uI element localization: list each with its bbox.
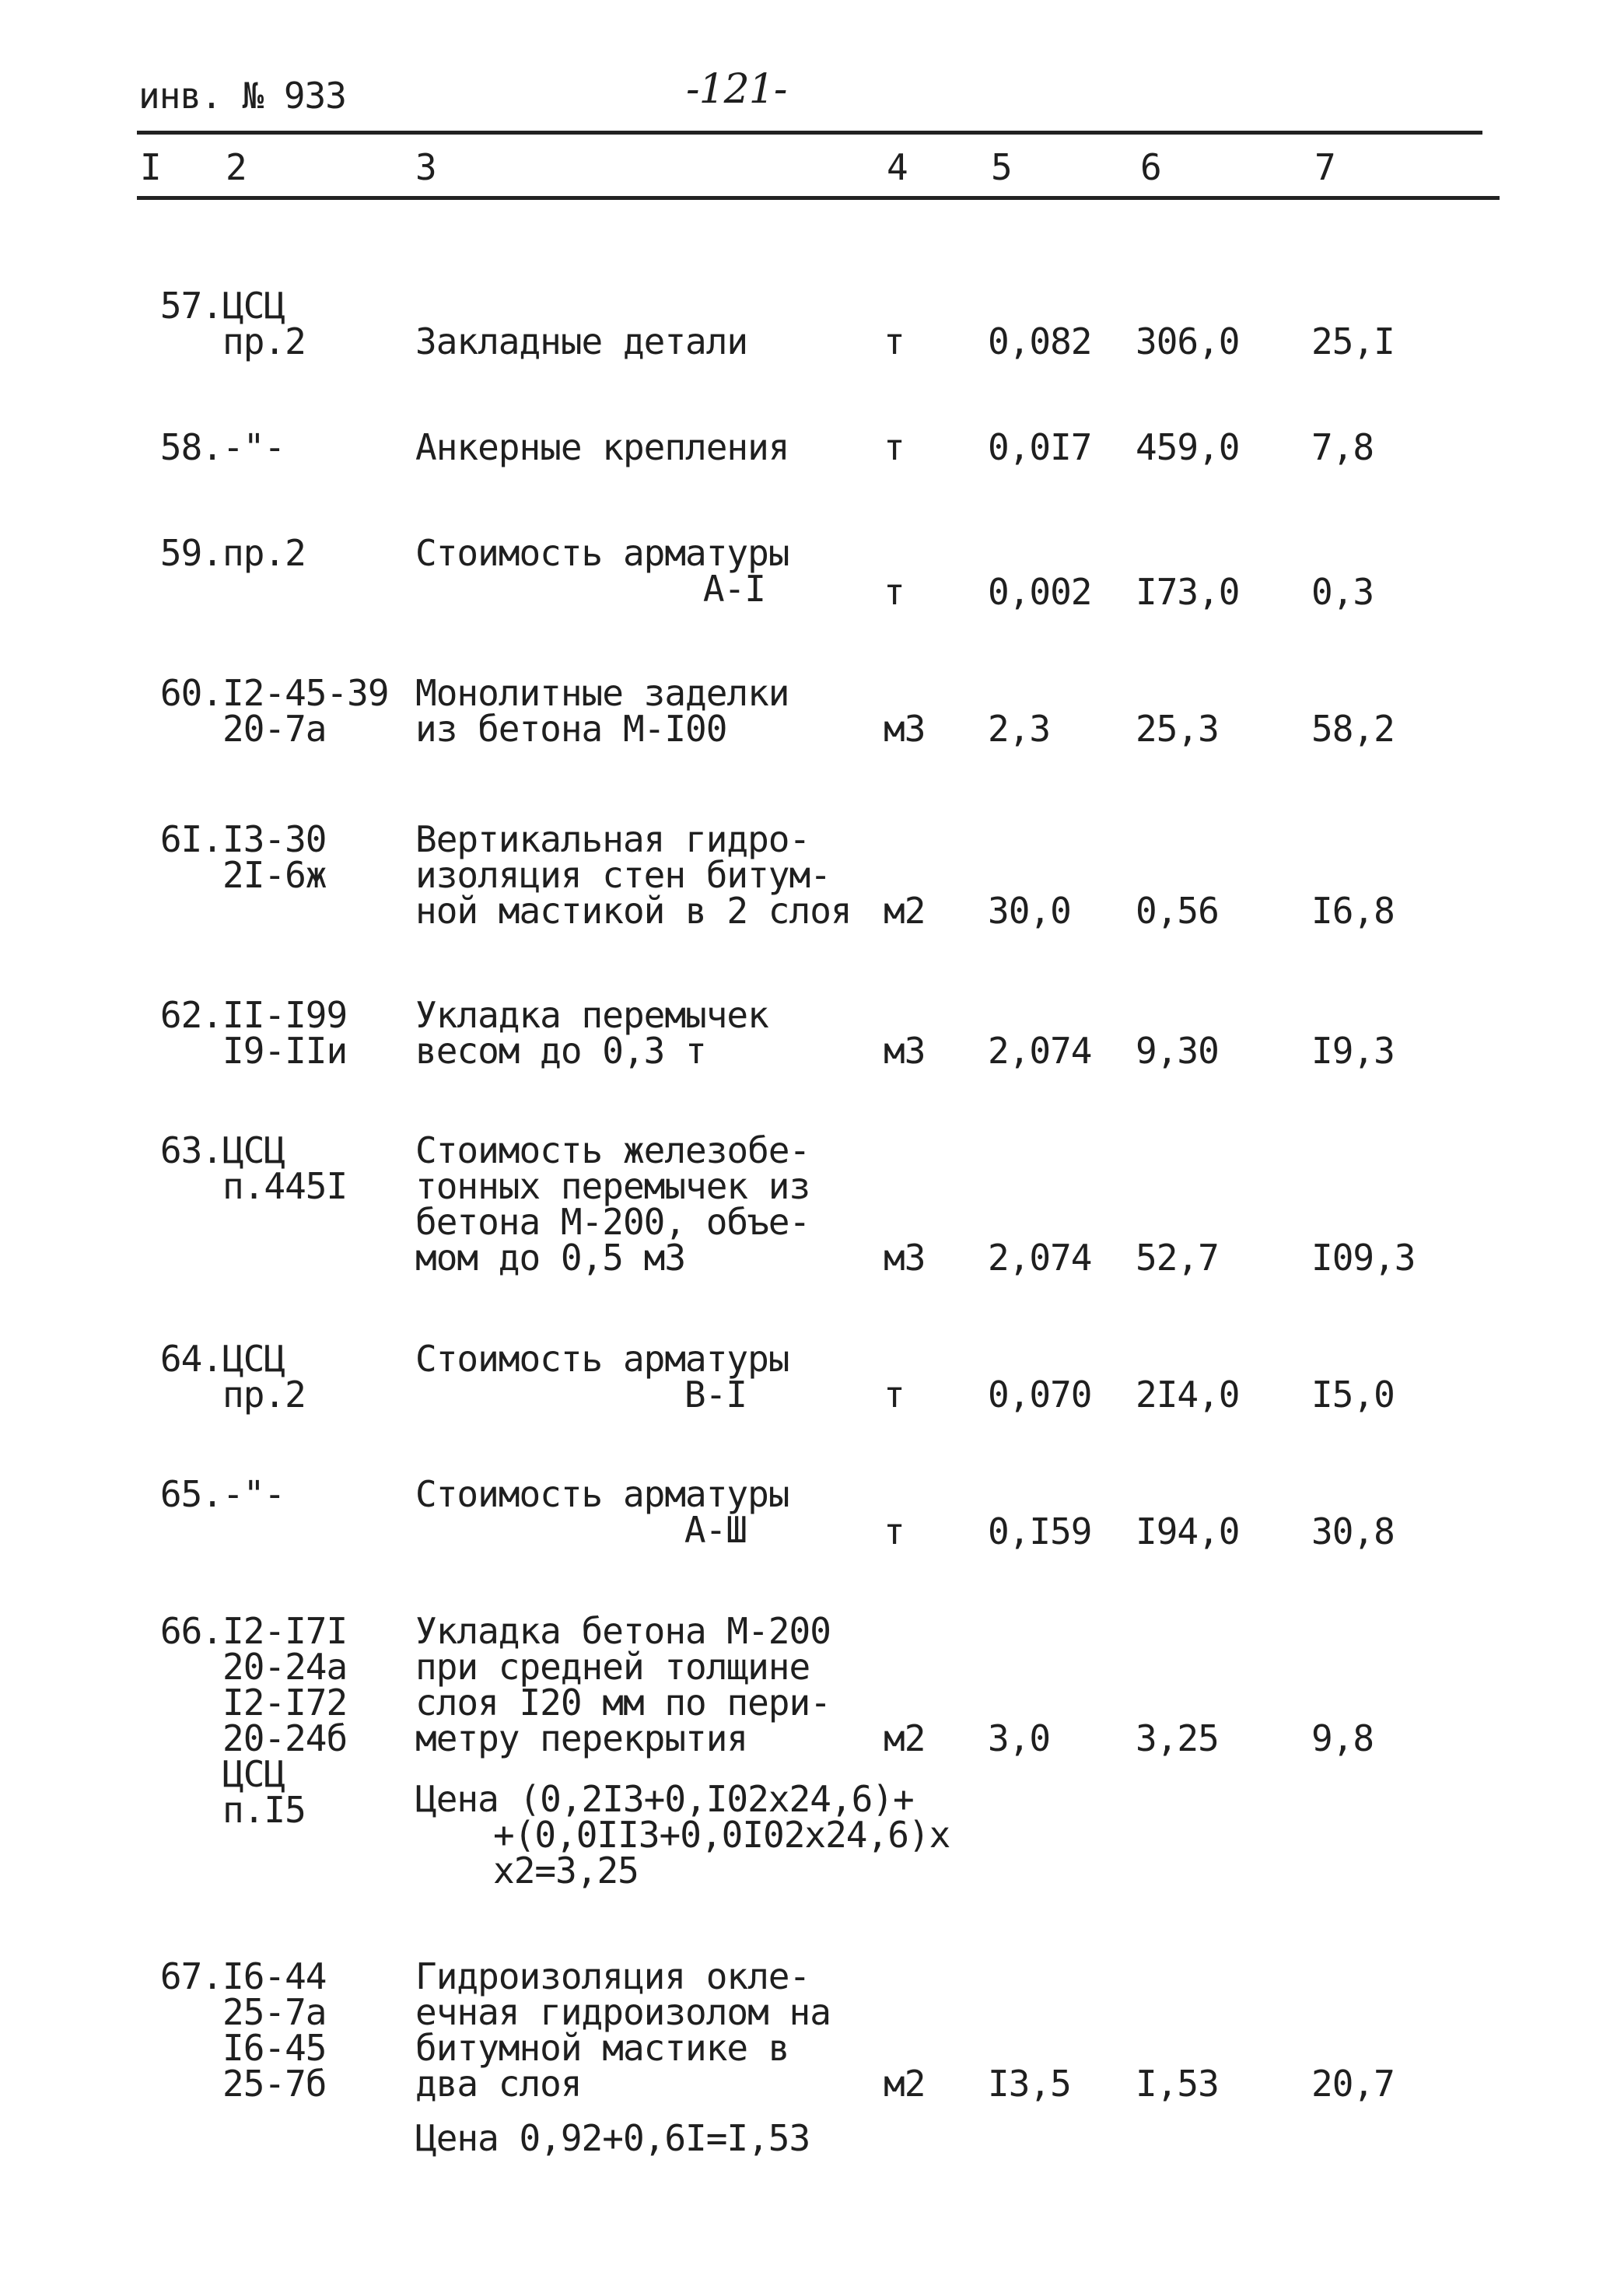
row-unit: м3 [884,708,926,750]
row-code: -"- [222,426,285,468]
row-description: Укладка бетона М-200 при средней толщине слоя I20 мм по пери- метру перекрытия [415,1610,831,1759]
row-price-note: Цена (0,2I3+0,I02х24,6)+ +(0,0II3+0,0I02х24,6)х х2=3,25 [415,1778,950,1892]
column-number-5: 5 [991,146,1012,188]
row-unit: т [884,571,905,613]
row-price: 25,3 [1136,708,1219,750]
row-code: I2-45-39 20-7а [222,672,389,750]
row-code: ЦСЦ пр.2 [222,285,306,362]
row-number: 67. [159,1955,222,1997]
row-number: 60. [159,672,222,714]
row-description: Стоимость арматуры А-Ш [415,1473,789,1551]
column-number-7: 7 [1314,146,1335,188]
row-price: 459,0 [1136,426,1240,468]
row-price: 52,7 [1136,1237,1219,1279]
row-number: 62. [159,994,222,1036]
row-total: I5,0 [1311,1374,1395,1416]
row-number: 64. [159,1338,222,1380]
row-code: ЦСЦ пр.2 [222,1338,306,1416]
row-description: Стоимость арматуры В-I [415,1338,789,1416]
row-unit: т [884,320,905,362]
row-total: 20,7 [1311,2063,1395,2105]
row-number: 63. [159,1129,222,1171]
row-description: Закладные детали [415,320,748,362]
row-code: пр.2 [222,532,306,574]
row-price: I,53 [1136,2063,1219,2105]
row-quantity: 30,0 [988,890,1071,932]
row-price: 306,0 [1136,320,1240,362]
row-code: -"- [222,1473,285,1515]
row-quantity: I3,5 [988,2063,1071,2105]
row-price: I73,0 [1136,571,1240,613]
page-number: -121- [686,66,787,113]
row-price: 0,56 [1136,890,1219,932]
row-unit: м2 [884,2063,926,2105]
row-unit: м2 [884,1717,926,1759]
row-description: Вертикальная гидро- изоляция стен битум- ной мастикой в 2 слоя [415,818,852,932]
row-quantity: 2,3 [988,708,1051,750]
row-code: ЦСЦ п.445I [222,1129,348,1207]
row-quantity: 2,074 [988,1237,1092,1279]
row-price: 3,25 [1136,1717,1219,1759]
row-total: I9,3 [1311,1030,1395,1072]
row-quantity: 0,002 [988,571,1092,613]
row-number: 57. [159,285,222,327]
row-unit: м3 [884,1030,926,1072]
row-unit: т [884,1510,905,1552]
row-description: Стоимость железобе- тонных перемычек из бетона М-200, объе- мом до 0,5 м3 [415,1129,810,1279]
row-unit: м3 [884,1237,926,1279]
column-number-2: 2 [226,146,247,188]
row-code: I6-44 25-7а I6-45 25-7б [222,1955,327,2105]
row-total: 58,2 [1311,708,1395,750]
row-total: 0,3 [1311,571,1374,613]
row-price: I94,0 [1136,1510,1240,1552]
row-total: I6,8 [1311,890,1395,932]
column-number-3: 3 [415,146,436,188]
row-number: 59. [159,532,222,574]
column-number-6: 6 [1140,146,1161,188]
row-description: Стоимость арматуры А-I [415,532,789,610]
row-description: Гидроизоляция окле- ечная гидроизолом на битумной мастике в два слоя [415,1955,831,2105]
row-price-note: Цена 0,92+0,6I=I,53 [415,2117,810,2159]
row-quantity: 0,0I7 [988,426,1092,468]
row-quantity: 0,070 [988,1374,1092,1416]
row-number: 65. [159,1473,222,1515]
row-number: 66. [159,1610,222,1652]
row-total: 9,8 [1311,1717,1374,1759]
row-price: 9,30 [1136,1030,1219,1072]
row-description: Монолитные заделки из бетона М-I00 [415,672,789,750]
row-number: 6I. [159,818,222,860]
row-quantity: 3,0 [988,1717,1051,1759]
row-code: II-I99 I9-IIи [222,994,348,1072]
header-rule-top [137,131,1482,135]
row-description: Анкерные крепления [415,426,789,468]
inventory-number: инв. № 933 [138,75,346,117]
column-number-1: I [140,146,161,188]
row-unit: т [884,1374,905,1416]
row-total: 25,I [1311,320,1395,362]
row-number: 58. [159,426,222,468]
column-number-4: 4 [887,146,908,188]
row-code: I2-I7I 20-24а I2-I72 20-24б ЦСЦ п.I5 [222,1610,348,1831]
row-total: 30,8 [1311,1510,1395,1552]
row-unit: т [884,426,905,468]
row-total: I09,3 [1311,1237,1416,1279]
row-description: Укладка перемычек весом до 0,3 т [415,994,768,1072]
row-quantity: 2,074 [988,1030,1092,1072]
header-rule-bottom [137,196,1500,200]
row-code: I3-30 2I-6ж [222,818,327,896]
row-quantity: 0,082 [988,320,1092,362]
row-total: 7,8 [1311,426,1374,468]
row-unit: м2 [884,890,926,932]
row-price: 2I4,0 [1136,1374,1240,1416]
row-quantity: 0,I59 [988,1510,1092,1552]
